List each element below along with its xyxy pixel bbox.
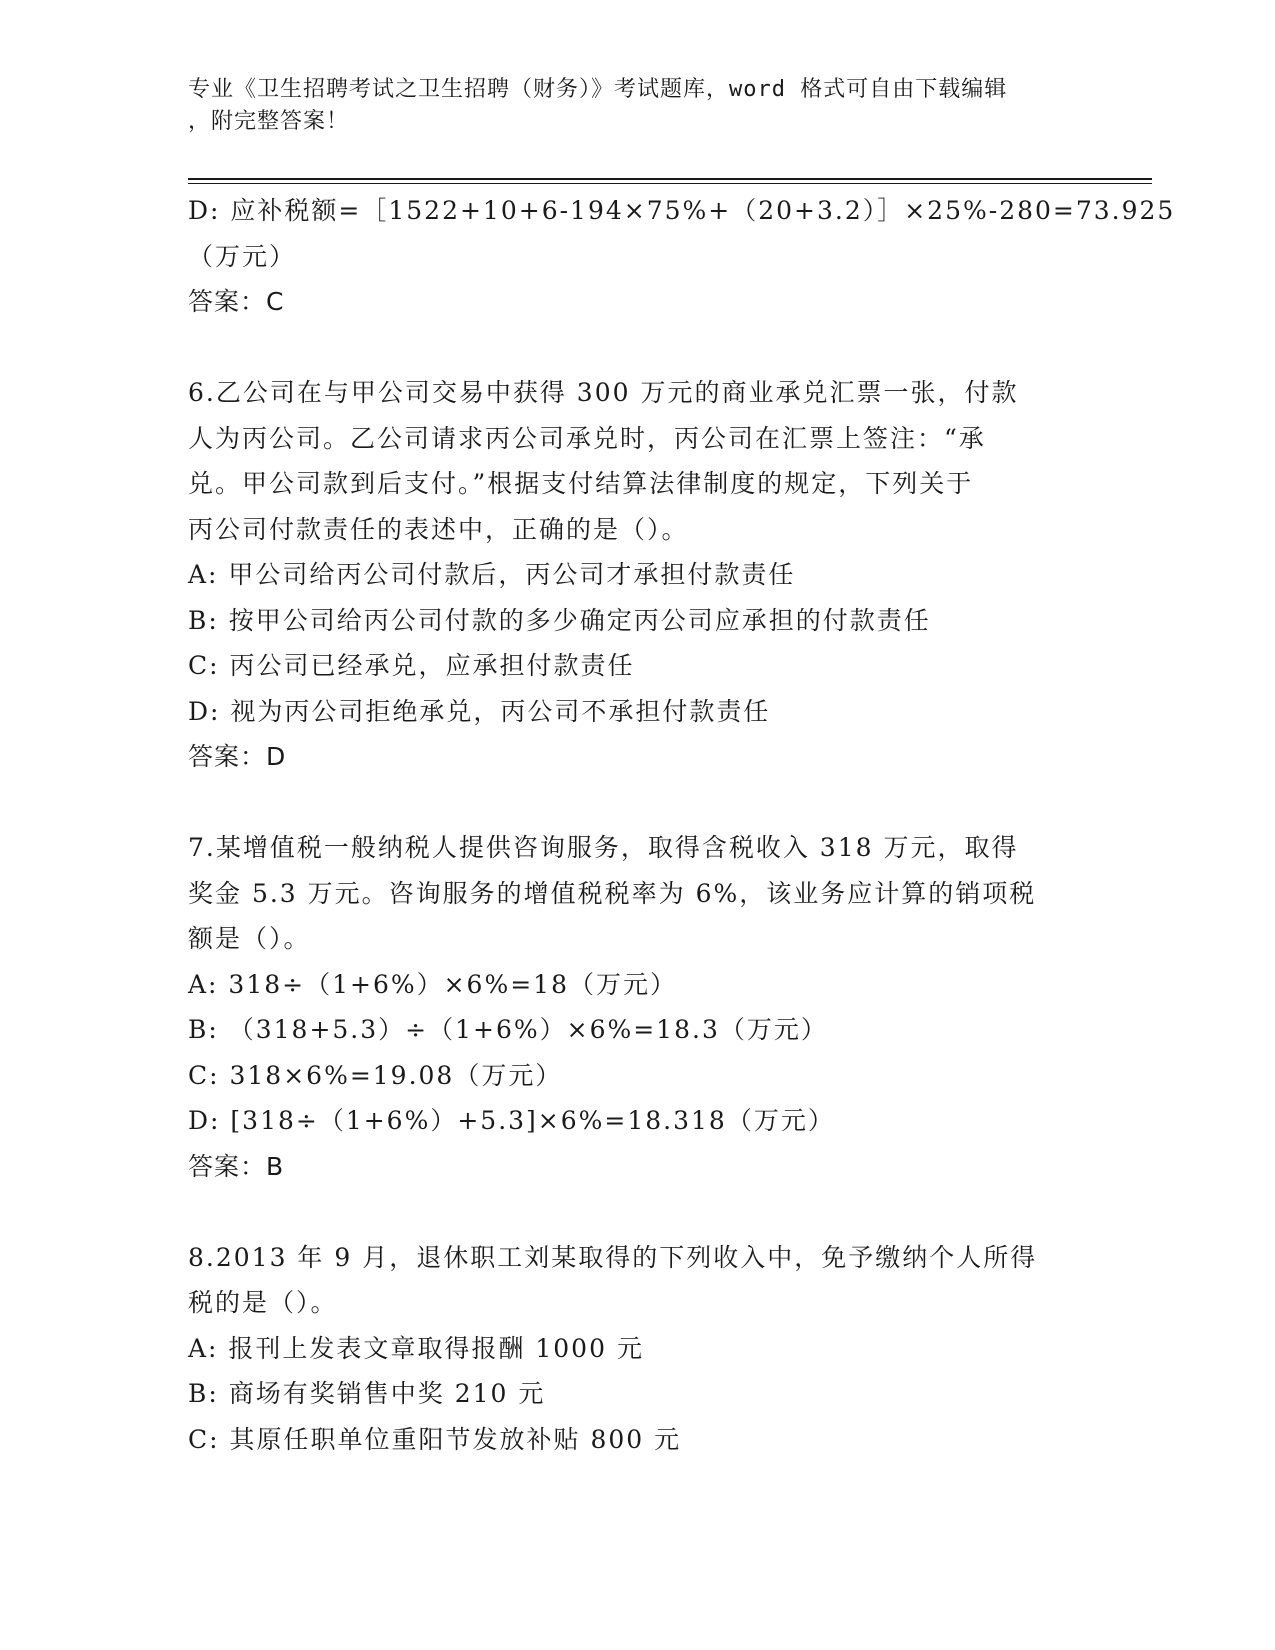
page-header bbox=[188, 74, 1088, 138]
option-b: B: 商场有奖销售中奖 210 元 bbox=[188, 1379, 546, 1408]
option-d-continued: （万元） bbox=[188, 241, 297, 271]
option-d: D: [318÷（1+6%）+5.3]×6%=18.318（万元） bbox=[188, 1106, 835, 1135]
spacer bbox=[188, 325, 1088, 371]
option-c: C: 318×6%=19.08（万元） bbox=[188, 1060, 563, 1090]
spacer bbox=[188, 1189, 1088, 1235]
document-body bbox=[188, 188, 1176, 1462]
answer-line: 答案：B bbox=[188, 1151, 285, 1181]
question-8 bbox=[188, 1235, 1088, 1463]
option-a: A: 报刊上发表文章取得报酬 1000 元 bbox=[188, 1333, 644, 1363]
question-stem-line: 8.2013 年 9 月，退休职工刘某取得的下列收入中，免予缴纳个人所得 bbox=[188, 1242, 1038, 1272]
question-7 bbox=[188, 825, 1088, 1189]
answer-line: 答案：D bbox=[188, 742, 287, 771]
question-5-tail bbox=[188, 188, 1176, 325]
header-line-2: ，附完整答案！ bbox=[188, 109, 350, 134]
question-stem-line: 7.某增值税一般纳税人提供咨询服务，取得含税收入 318 万元，取得 bbox=[188, 833, 1019, 862]
option-c: C: 其原任职单位重阳节发放补贴 800 元 bbox=[188, 1424, 682, 1454]
header-line-1: 专业《卫生招聘考试之卫生招聘（财务）》考试题库，word 格式可自由下载编辑 bbox=[188, 77, 1008, 102]
question-stem-line: 丙公司付款责任的表述中，正确的是（）。 bbox=[188, 514, 689, 544]
spacer bbox=[188, 780, 1088, 826]
question-stem-line: 兑。甲公司款到后支付。”根据支付结算法律制度的规定，下列关于 bbox=[188, 469, 974, 498]
option-b: B: （318+5.3）÷（1+6%）×6%=18.3（万元） bbox=[188, 1015, 828, 1044]
header-divider-thin bbox=[188, 183, 1152, 184]
option-d: D: 视为丙公司拒绝承兑，丙公司不承担付款责任 bbox=[188, 696, 771, 726]
question-stem-line: 6.乙公司在与甲公司交易中获得 300 万元的商业承兑汇票一张，付款 bbox=[188, 378, 1019, 407]
option-d: D: 应补税额=［1522+10+6-194×75%+（20+3.2）］×25%-280=73.925 bbox=[188, 196, 1176, 225]
option-a: A: 318÷（1+6%）×6%=18（万元） bbox=[188, 969, 677, 999]
question-6 bbox=[188, 370, 1088, 780]
question-stem-line: 额是（）。 bbox=[188, 924, 311, 953]
option-a: A: 甲公司给丙公司付款后，丙公司才承担付款责任 bbox=[188, 560, 796, 589]
option-b: B: 按甲公司给丙公司付款的多少确定丙公司应承担的付款责任 bbox=[188, 605, 931, 635]
header-divider-thick bbox=[188, 178, 1152, 180]
question-stem-line: 奖金 5.3 万元。咨询服务的增值税税率为 6%，该业务应计算的销项税 bbox=[188, 878, 1037, 908]
question-stem-line: 人为丙公司。乙公司请求丙公司承兑时，丙公司在汇票上签注：“承 bbox=[188, 423, 986, 453]
question-stem-line: 税的是（）。 bbox=[188, 1288, 338, 1317]
option-c: C: 丙公司已经承兑，应承担付款责任 bbox=[188, 651, 635, 680]
answer-line: 答案：C bbox=[188, 287, 285, 316]
